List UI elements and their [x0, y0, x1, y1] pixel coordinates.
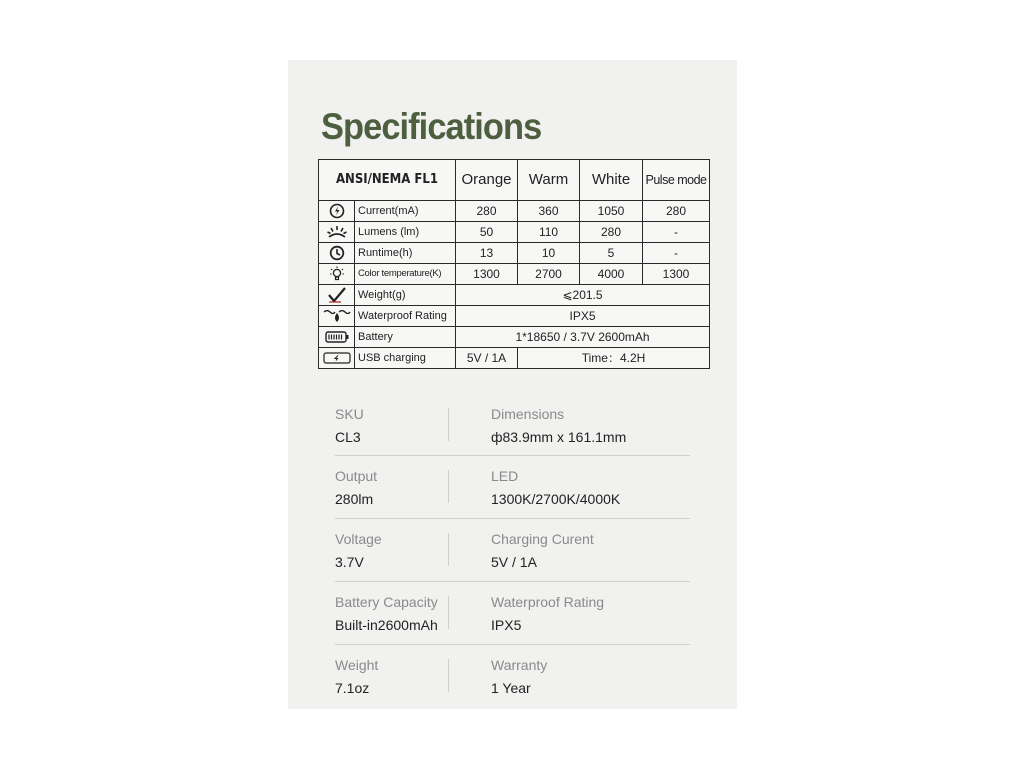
- detail-label: Weight: [335, 657, 379, 673]
- table-cell: 110: [518, 222, 580, 243]
- detail-value: ф83.9mm x 161.1mm: [491, 429, 627, 445]
- row-label: Lumens (lm): [355, 222, 456, 243]
- page-title: Specifications: [321, 106, 542, 147]
- detail-value: 1300K/2700K/4000K: [491, 491, 621, 507]
- column-divider: [448, 408, 449, 441]
- details-row: [335, 645, 690, 707]
- spec-card: [288, 60, 737, 709]
- detail-left: [335, 468, 377, 508]
- table-cell: -: [643, 222, 710, 243]
- column-divider: [448, 596, 449, 629]
- table-cell: ⩽201.5: [456, 285, 710, 306]
- column-divider: [448, 470, 449, 503]
- table-cell: 10: [518, 243, 580, 264]
- row-label: Waterproof Rating: [355, 306, 456, 327]
- detail-label: LED: [491, 468, 519, 484]
- usb-charging-icon: [319, 348, 355, 369]
- detail-label: Voltage: [335, 531, 382, 547]
- detail-value: IPX5: [491, 617, 522, 633]
- detail-right: [491, 468, 620, 508]
- table-row: [319, 348, 710, 369]
- table-cell: 4000: [580, 264, 643, 285]
- row-label: Runtime(h): [355, 243, 456, 264]
- header-warm: Warm: [518, 160, 580, 201]
- light-rays-icon: [319, 222, 355, 243]
- table-row: [319, 201, 710, 222]
- table-cell: 1*18650 / 3.7V 2600mAh: [456, 327, 710, 348]
- detail-value: Built-in2600mAh: [335, 617, 438, 633]
- row-label: Color temperature(K): [355, 264, 456, 285]
- details-list: [335, 394, 690, 707]
- spec-table: [318, 159, 710, 369]
- spec-table-header: [319, 160, 710, 201]
- details-row: [335, 582, 690, 645]
- detail-value: 280lm: [335, 491, 374, 507]
- detail-right: [491, 406, 626, 446]
- table-cell: 280: [456, 201, 518, 222]
- header-pulse-mode: Pulse mode: [643, 160, 710, 201]
- table-row: [319, 243, 710, 264]
- bulb-icon: [319, 264, 355, 285]
- table-cell: Time：4.2H: [518, 348, 710, 369]
- lightning-circle-icon: [319, 201, 355, 222]
- table-cell: 1050: [580, 201, 643, 222]
- detail-value: 7.1oz: [335, 680, 370, 696]
- detail-value: 5V / 1A: [491, 554, 537, 570]
- details-row: [335, 394, 690, 456]
- table-cell: 13: [456, 243, 518, 264]
- detail-label: Output: [335, 468, 378, 484]
- table-row: [319, 306, 710, 327]
- detail-value: 3.7V: [335, 554, 364, 570]
- column-divider: [448, 659, 449, 692]
- detail-value: CL3: [335, 429, 361, 445]
- row-label: Battery: [355, 327, 456, 348]
- table-cell: 360: [518, 201, 580, 222]
- column-divider: [448, 533, 449, 566]
- details-row: [335, 456, 690, 519]
- detail-right: [491, 531, 594, 571]
- table-cell: 280: [643, 201, 710, 222]
- table-cell: 5V / 1A: [456, 348, 518, 369]
- detail-value: 1 Year: [491, 680, 531, 696]
- header-white: White: [580, 160, 643, 201]
- clock-icon: [319, 243, 355, 264]
- table-cell: -: [643, 243, 710, 264]
- detail-label: Warranty: [491, 657, 548, 673]
- detail-label: Waterproof Rating: [491, 594, 605, 610]
- table-row: [319, 222, 710, 243]
- row-label: Current(mA): [355, 201, 456, 222]
- row-label: Weight(g): [355, 285, 456, 306]
- detail-right: [491, 594, 604, 634]
- table-cell: 50: [456, 222, 518, 243]
- detail-left: [335, 594, 438, 634]
- table-cell: 2700: [518, 264, 580, 285]
- table-cell: 280: [580, 222, 643, 243]
- table-cell: 1300: [643, 264, 710, 285]
- detail-left: [335, 531, 382, 571]
- table-cell: 1300: [456, 264, 518, 285]
- detail-label: Battery Capacity: [335, 594, 438, 610]
- table-cell: IPX5: [456, 306, 710, 327]
- detail-right: [491, 657, 547, 697]
- details-row: [335, 519, 690, 582]
- table-cell: 5: [580, 243, 643, 264]
- header-ansi: ANSI/NEMA FL1: [319, 160, 456, 201]
- detail-label: SKU: [335, 406, 364, 422]
- scale-check-icon: [319, 285, 355, 306]
- table-row: [319, 327, 710, 348]
- battery-icon: [319, 327, 355, 348]
- water-drop-icon: [319, 306, 355, 327]
- table-row: [319, 264, 710, 285]
- row-label: USB charging: [355, 348, 456, 369]
- detail-label: Charging Curent: [491, 531, 594, 547]
- header-orange: Orange: [456, 160, 518, 201]
- table-row: [319, 285, 710, 306]
- detail-left: [335, 406, 364, 446]
- detail-label: Dimensions: [491, 406, 565, 422]
- detail-left: [335, 657, 378, 697]
